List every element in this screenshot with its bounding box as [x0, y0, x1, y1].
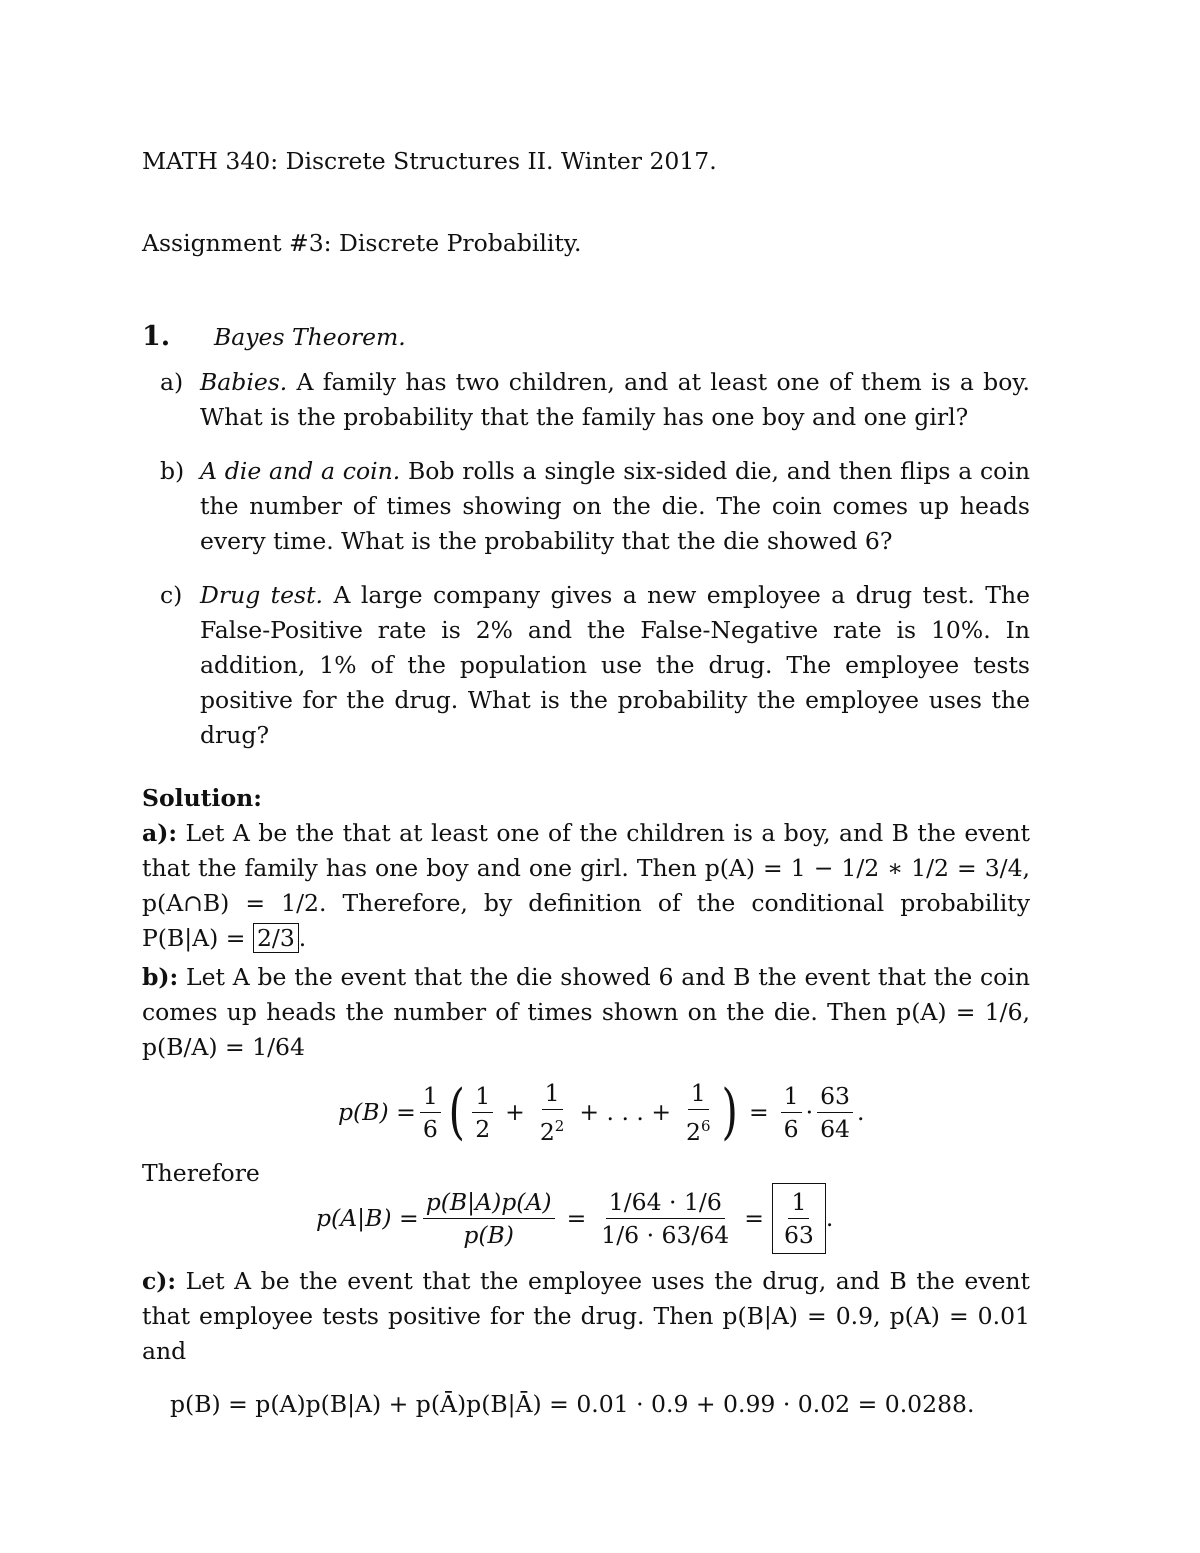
item-label: c)	[160, 581, 183, 609]
eq2-lhs: p(A|B) =	[316, 1203, 419, 1232]
frac-1-2sq: $\frac{1}{2^2}$	[539, 1079, 565, 1146]
solution-c-label: c):	[142, 1266, 177, 1295]
item-label: b)	[160, 457, 185, 485]
right-paren: )	[721, 1077, 738, 1148]
frac-63-64: $\frac{63}{64}$	[817, 1080, 853, 1145]
equation-pb-total: p(B) = p(A)p(B|A) + p(Ā)p(B|Ā) = 0.01 · 0.9 + 0.99 · 0.02 = 0.0288.	[170, 1389, 975, 1418]
problem-number: 1.	[142, 321, 171, 352]
equation-pab: p(A|B) = $\frac{p(B|A)p(A)}{p(B)}$ = $\frac{1/64 \cdot 1/6}{1/6 \cdot 63/64}$ = $\frac{1}{63}$ .	[316, 1183, 1030, 1254]
problem-heading	[142, 319, 1030, 355]
item-topic: Drug test.	[200, 581, 324, 609]
item-text: Bob rolls a single six-sided die, and then flips a coin the number of times showing on the die. The coin comes up heads every time. What is the probability that the die showed 6?	[200, 457, 1030, 555]
therefore-text: Therefore	[142, 1158, 260, 1187]
item-text: A large company gives a new employee a drug test. The False-Positive rate is 2% and the False-Negative rate is 10%. In addition, 1% of the population use the drug. The employee tests positive for the drug. What is the probability the employee uses the drug?	[200, 581, 1030, 749]
solution-c	[142, 1264, 1030, 1369]
solution-a-end: .	[298, 924, 307, 952]
solution-heading: Solution:	[142, 784, 262, 812]
problem-item-b	[142, 454, 1030, 559]
solution-b	[142, 960, 1030, 1065]
item-topic: Babies.	[200, 368, 288, 396]
problem-items	[142, 365, 1030, 753]
solution-a-text: Let A be the that at least one of the children is a boy, and B the event that the family has one boy and one girl. Then p(A) = 1 − 1/2 ∗ 1/2 = 3/4, p(A∩B) = 1/2. Therefore, by definition of the conditional probability P(B|A) =	[142, 819, 1030, 952]
item-topic: A die and a coin.	[200, 457, 401, 485]
equation-pb: p(B) = $\frac{1}{6}$ ( $\frac{1}{2}$ + $\frac{1}{2^2}$ + . . . + $\frac{1}{2^6}$ ) = $\frac{1}{6}$ · $\frac{63}{64}$ .	[338, 1077, 865, 1148]
document-page	[142, 138, 1030, 1422]
solution-a-label: a):	[142, 819, 178, 847]
solution-a	[142, 816, 1030, 956]
eq1-lhs: p(B) =	[338, 1097, 416, 1126]
assignment-title: Assignment #3: Discrete Probability.	[142, 229, 582, 257]
problem-item-c	[142, 578, 1030, 753]
course-title: MATH 340: Discrete Structures II. Winter 2017.	[142, 147, 717, 175]
frac-1-2pow6: $\frac{1}{2^6}$	[686, 1079, 711, 1146]
solution-c-text: Let A be the event that the employee uses the drug, and B the event that employee tests positive for the drug. Then p(B|A) = 0.9, p(A) = 0.01 and	[142, 1266, 1030, 1365]
frac-1-6: $\frac{1}{6}$	[420, 1080, 441, 1145]
problem-title: Bayes Theorem.	[214, 323, 406, 351]
solution-b-answer: $\frac{1}{63}$	[772, 1183, 826, 1254]
frac-bayes: $\frac{p(B|A)p(A)}{p(B)}$	[423, 1186, 555, 1251]
solution-a-answer: 2/3	[253, 923, 299, 953]
solution-b-text: Let A be the event that the die showed 6 and B the event that the coin comes up heads the number of times shown on the die. Then p(A) = 1/6, p(B/A) = 1/64	[142, 963, 1030, 1061]
item-text: A family has two children, and at least one of them is a boy. What is the probability that the family has one boy and one girl?	[200, 368, 1030, 431]
frac-1-2: $\frac{1}{2}$	[472, 1080, 493, 1145]
frac-numeric: $\frac{1/64 \cdot 1/6}{1/6 \cdot 63/64}$	[601, 1187, 730, 1249]
problem-item-a	[142, 365, 1030, 435]
item-label: a)	[160, 368, 184, 396]
solution-b-label: b):	[142, 963, 179, 991]
left-paren: (	[448, 1077, 465, 1148]
frac-1-6b: $\frac{1}{6}$	[781, 1080, 802, 1145]
